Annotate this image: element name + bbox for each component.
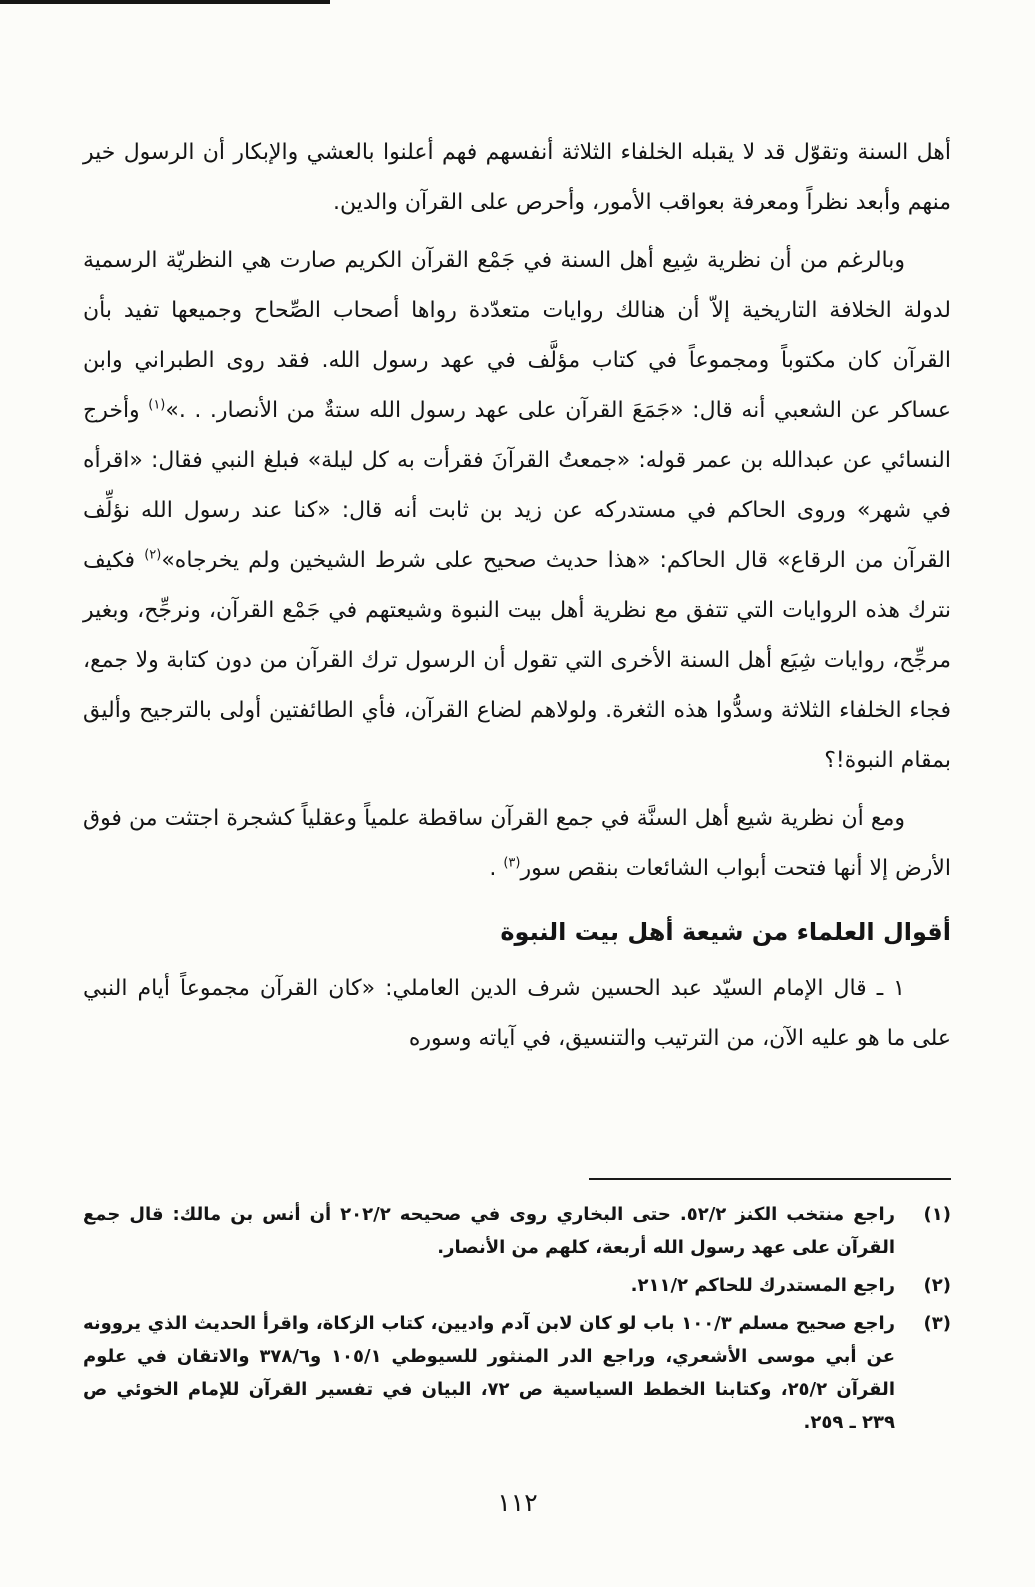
paragraph-1: أهل السنة وتقوّل قد لا يقبله الخلفاء الثلاثة أنفسهم فهم أعلنوا بالعشي والإبكار أن الرسول خير منهم وأبعد نظراً ومعرفة بعواقب الأمور، وأحرص على القرآن والدين.	[83, 140, 951, 215]
numbered-item-1: ١ ـ قال الإمام السيّد عبد الحسين شرف الدين العاملي: «كان القرآن مجموعاً أيام النبي على ما هو عليه الآن، من الترتيب والتنسيق، في آياته وسوره	[83, 976, 951, 1051]
paragraph-2-text-b: وأخرج النسائي عن عبدالله بن عمر قوله: «جمعتُ القرآنَ فقرأت به كل ليلة» فبلغ النبي فقال: «اقرأه في شهر» وروى الحاكم في مستدركه عن زيد بن ثابت أنه قال: «كنا عند رسول الله نؤلِّف القرآن من الرقاع» قال الحاكم: «هذا حديث صحيح على شرط الشيخين ولم يخرجاه»	[83, 398, 951, 573]
footnote-ref-1: (١)	[148, 397, 166, 413]
footnote-ref-2: (٢)	[144, 547, 162, 563]
page-number: ١١٢	[497, 1488, 538, 1517]
footnote-2-text: راجع المستدرك للحاكم ٢١١/٢.	[630, 1275, 895, 1296]
paragraph-2-text-a: وبالرغم من أن نظرية شِيع أهل السنة في جَمْع القرآن الكريم صارت هي النظريّة الرسمية لدولة الخلافة التاريخية إلاّ أن هنالك روايات متعدّدة رواها أصحاب الصِّحاح وجميعها تفيد بأن القرآن كان مكتوباً ومجموعاً في كتاب مؤلَّف في عهد رسول الله. فقد روى الطبراني وابن عساكر عن الشعبي أنه قال: «جَمَعَ القرآن على عهد رسول الله ستةٌ من الأنصار. . .»	[83, 248, 951, 423]
scan-artifact-line	[0, 0, 330, 4]
paragraph-2	[83, 236, 951, 786]
paragraph-3-tail: .	[489, 856, 504, 881]
footnote-separator	[589, 1178, 951, 1180]
footnote-2-marker: (٢)	[923, 1275, 951, 1296]
footnote-3	[83, 1307, 951, 1439]
page-content	[83, 128, 951, 1072]
footnote-2	[83, 1269, 951, 1302]
footnote-1	[83, 1198, 951, 1264]
footnote-3-text: راجع صحيح مسلم ١٠٠/٣ باب لو كان لابن آدم واديين، كتاب الزكاة، واقرأ الحديث الذي يروونه عن أبي موسى الأشعري، وراجع الدر المنثور للسيوطي ١٠٥/١ و٣٧٨/٦ والاتقان في علوم القرآن ٢٥/٢، وكتابنا الخطط السياسية ص ٧٢، البيان في تفسير القرآن للإمام الخوئي ص ٢٣٩ ـ ٢٥٩.	[83, 1313, 895, 1433]
footnote-ref-3: (٣)	[503, 855, 521, 871]
paragraph-3	[83, 794, 951, 894]
footnote-1-text: راجع منتخب الكنز ٥٢/٢. حتى البخاري روى في صحيحه ٢٠٢/٢ أن أنس بن مالك: قال جمع القرآن على عهد رسول الله أربعة، كلهم من الأنصار.	[83, 1204, 895, 1258]
paragraph-2-text-c: فكيف نترك هذه الروايات التي تتفق مع نظرية أهل بيت النبوة وشيعتهم في جَمْع القرآن، ونرجِّح، وبغير مرجِّح، روايات شِيَع أهل السنة الأخرى التي تقول أن الرسول ترك القرآن من دون كتابة ولا جمع، فجاء الخلفاء الثلاثة وسدُّوا هذه الثغرة. ولولاهم لضاع القرآن، فأي الطائفتين أولى بالترجيح وأليق بمقام النبوة!؟	[83, 548, 951, 773]
section-heading: أقوال العلماء من شيعة أهل بيت النبوة	[500, 918, 951, 946]
footnote-1-marker: (١)	[923, 1204, 951, 1225]
footnotes-section	[83, 1178, 951, 1444]
footnote-3-marker: (٣)	[923, 1313, 951, 1334]
paragraph-3-text: ومع أن نظرية شيع أهل السنَّة في جمع القرآن ساقطة علمياً وعقلياً كشجرة اجتثت من فوق الأرض إلا أنها فتحت أبواب الشائعات بنقص سور	[83, 806, 951, 881]
